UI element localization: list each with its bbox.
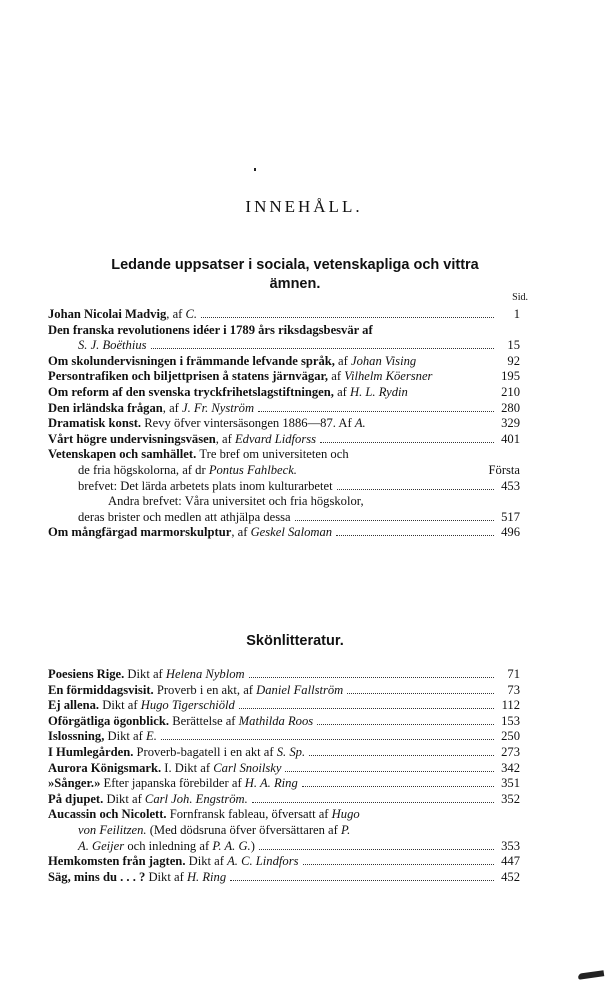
entry-page: 15 <box>507 338 520 353</box>
section-heading-fiction: Skönlitteratur. <box>246 633 344 649</box>
toc-entry <box>48 761 520 777</box>
entry-title: Hemkomsten från jagten. <box>48 854 186 869</box>
entry-author: Helena Nyblom <box>165 667 245 681</box>
entry-text: Revy öfver vintersäsongen 1886—87. Af <box>144 416 352 431</box>
entry-page: 517 <box>501 509 520 524</box>
toc-entry <box>48 745 520 761</box>
entry-page: 71 <box>507 667 520 681</box>
leader-dots <box>259 849 494 850</box>
leader-dots <box>336 535 494 536</box>
entry-text: , af <box>166 307 183 321</box>
entry-page: 1 <box>513 307 520 321</box>
entry-page: 353 <box>501 838 520 853</box>
entry-text: af <box>331 369 342 384</box>
entry-author: C. <box>185 307 198 321</box>
toc-entry-cont <box>48 823 520 839</box>
entry-title: »Sånger.» <box>48 776 101 791</box>
entry-text: Proverb i en akt, af <box>156 682 253 697</box>
leader-dots <box>337 489 494 490</box>
entry-page: 92 <box>507 353 520 368</box>
toc-entry <box>48 807 520 823</box>
entry-page: 273 <box>501 744 520 759</box>
toc-entry <box>48 792 520 808</box>
entry-title: Persontrafiken och biljettprisen å statens järnvägar, <box>48 369 329 384</box>
leader-dots <box>252 802 494 803</box>
entry-title: Säg, mins du . . . ? <box>48 869 146 884</box>
toc-entry <box>48 776 520 792</box>
entry-page: 453 <box>501 478 520 493</box>
leader-dots <box>320 442 494 443</box>
toc-entry <box>48 307 520 323</box>
entry-title: Dramatisk konst. <box>48 416 142 431</box>
leader-dots <box>317 724 494 725</box>
toc-entry <box>48 683 520 699</box>
entry-text: Dikt af <box>148 869 184 884</box>
entry-author: A. C. Lindfors <box>227 854 299 869</box>
entry-text: Dikt af <box>107 729 143 744</box>
toc-entry <box>48 667 520 683</box>
leader-dots <box>309 755 494 756</box>
entry-page: 351 <box>501 776 520 791</box>
entry-author: S. J. Boëthius <box>78 338 147 353</box>
entry-title: Den irländska frågan <box>48 400 163 415</box>
entry-text: , af <box>162 400 179 415</box>
entry-text: , af <box>215 431 232 446</box>
entry-title: Den franska revolutionens idéer i 1789 års riksdagsbesvär af <box>48 322 373 337</box>
entry-title: I Humlegården. <box>48 744 134 759</box>
toc-entry-cont <box>48 338 520 354</box>
entry-text: Första <box>488 462 520 477</box>
entry-author: Vilhelm Köersner <box>344 369 433 384</box>
entry-title: Om skolundervisningen i främmande lefvande språk, <box>48 353 335 368</box>
entry-text: ) <box>250 838 255 853</box>
toc-entry <box>48 385 520 401</box>
entry-text: af <box>337 384 347 399</box>
entry-author: P. <box>341 822 351 837</box>
entry-page: 401 <box>501 431 520 446</box>
entry-author: Geskel Saloman <box>250 525 333 540</box>
page-column-label: Sid. <box>512 292 528 303</box>
toc-entry <box>48 416 520 432</box>
entry-page: 153 <box>501 713 520 728</box>
entry-page: 195 <box>501 369 520 384</box>
leader-dots <box>347 693 494 694</box>
entry-author: E. <box>146 729 157 744</box>
entry-author: Johan Vising <box>351 353 417 368</box>
entry-page: 452 <box>501 869 520 884</box>
toc-entry <box>48 369 520 385</box>
toc-section-essays <box>48 307 520 541</box>
entry-author: Daniel Fallström <box>256 682 344 697</box>
entry-title: Vårt högre undervisningsväsen <box>48 431 216 446</box>
entry-title: Ej allena. <box>48 698 100 713</box>
section-heading-essays <box>48 256 542 294</box>
entry-text: Efter japanska förebilder af <box>103 776 242 791</box>
leader-dots <box>302 786 494 787</box>
entry-text: (Med dödsruna öfver öfversättaren af <box>149 822 338 837</box>
leader-dots <box>303 864 495 865</box>
toc-section-fiction <box>48 667 520 885</box>
entry-title: Om reform af den svenska tryckfrihetslagstiftningen, <box>48 384 334 399</box>
entry-page: 447 <box>501 854 520 869</box>
leader-dots <box>239 708 494 709</box>
entry-title: Om mångfärgad marmorskulptur <box>48 525 232 540</box>
leader-dots <box>295 520 494 521</box>
entry-author: Hugo Tigerschiöld <box>140 698 235 713</box>
leader-dots <box>201 317 494 318</box>
toc-entry <box>48 525 520 541</box>
section-heading-line: ämnen. <box>269 276 321 292</box>
leader-dots <box>230 880 494 881</box>
toc-entry <box>48 323 520 339</box>
entry-author: A. Geijer <box>78 838 125 853</box>
entry-author: Carl Snoilsky <box>213 760 282 775</box>
entry-page: 280 <box>501 400 520 415</box>
toc-entry <box>48 698 520 714</box>
entry-text: Dikt af <box>102 698 138 713</box>
entry-author: Edvard Lidforss <box>234 431 317 446</box>
entry-title: På djupet. <box>48 791 104 806</box>
toc-entry-cont <box>48 479 520 495</box>
leader-dots <box>161 739 494 740</box>
entry-text: af <box>338 353 348 368</box>
entry-title: En förmiddagsvisit. <box>48 682 154 697</box>
leader-dots <box>258 411 494 412</box>
toc-entry <box>48 447 520 463</box>
entry-page: 250 <box>501 729 520 744</box>
toc-entry <box>48 729 520 745</box>
entry-author: S. Sp. <box>276 744 306 759</box>
toc-entry-cont <box>48 839 520 855</box>
entry-author: H. L. Rydin <box>350 384 408 399</box>
leader-dots <box>285 771 494 772</box>
entry-text: Fornfransk fableau, öfversatt af <box>169 807 329 822</box>
scan-speck <box>254 168 256 171</box>
toc-entry-cont <box>48 510 520 526</box>
leader-dots <box>249 677 494 678</box>
entry-text: och inledning af <box>127 838 210 853</box>
entry-page: 112 <box>501 698 520 713</box>
entry-page: 210 <box>501 384 520 399</box>
entry-title: Poesiens Rige. <box>48 667 125 681</box>
entry-author: Pontus Fahlbeck. <box>208 462 297 477</box>
entry-text: de fria högskolorna, af dr <box>78 462 206 477</box>
entry-text: brefvet: Det lärda arbetets plats inom kulturarbetet <box>78 478 333 493</box>
entry-author: H. A. Ring <box>244 776 298 791</box>
toc-entry <box>48 870 520 886</box>
entry-title: Aucassin och Nicolett. <box>48 807 167 822</box>
entry-text: Dikt af <box>106 791 142 806</box>
toc-entry <box>48 714 520 730</box>
entry-author: P. A. G. <box>212 838 251 853</box>
entry-page: 496 <box>501 525 520 540</box>
entry-text: I. Dikt af <box>164 760 211 775</box>
toc-entry <box>48 432 520 448</box>
entry-text: Dikt af <box>127 667 163 681</box>
entry-author: A. <box>354 416 366 431</box>
section-heading-line: Ledande uppsatser i sociala, vetenskapliga och vittra <box>111 257 479 273</box>
entry-page: 352 <box>501 791 520 806</box>
toc-entry <box>48 854 520 870</box>
entry-page: 73 <box>507 682 520 697</box>
entry-author: Carl Joh. Engström. <box>144 791 248 806</box>
entry-author: Hugo <box>331 807 360 822</box>
entry-text: Proverb-bagatell i en akt af <box>136 744 274 759</box>
entry-text: deras brister och medlen att athjälpa dessa <box>78 509 291 524</box>
entry-text: Tre bref om universiteten och <box>199 447 349 462</box>
toc-entry-cont <box>48 494 520 510</box>
toc-entry-cont <box>48 463 520 479</box>
toc-entry <box>48 401 520 417</box>
page-title: INNEHÅLL. <box>245 197 363 216</box>
entry-title: Johan Nicolai Madvig <box>48 307 167 321</box>
entry-title: Islossning, <box>48 729 105 744</box>
entry-text: Berättelse af <box>172 713 236 728</box>
entry-page: 329 <box>501 416 520 431</box>
entry-text: Andra brefvet: Våra universitet och fria högskolor, <box>108 494 364 509</box>
entry-title: Aurora Königsmark. <box>48 760 162 775</box>
entry-title: Oförgätliga ögonblick. <box>48 713 170 728</box>
entry-author: von Feilitzen. <box>78 822 147 837</box>
entry-author: Mathilda Roos <box>238 713 314 728</box>
entry-page: 342 <box>501 760 520 775</box>
scan-smudge <box>578 970 605 980</box>
toc-entry <box>48 354 520 370</box>
entry-text: , af <box>231 525 248 540</box>
leader-dots <box>151 348 494 349</box>
entry-title: Vetenskapen och samhället. <box>48 447 197 462</box>
entry-author: J. Fr. Nyström <box>182 400 255 415</box>
entry-text: Dikt af <box>188 854 224 869</box>
entry-author: H. Ring <box>186 869 227 884</box>
